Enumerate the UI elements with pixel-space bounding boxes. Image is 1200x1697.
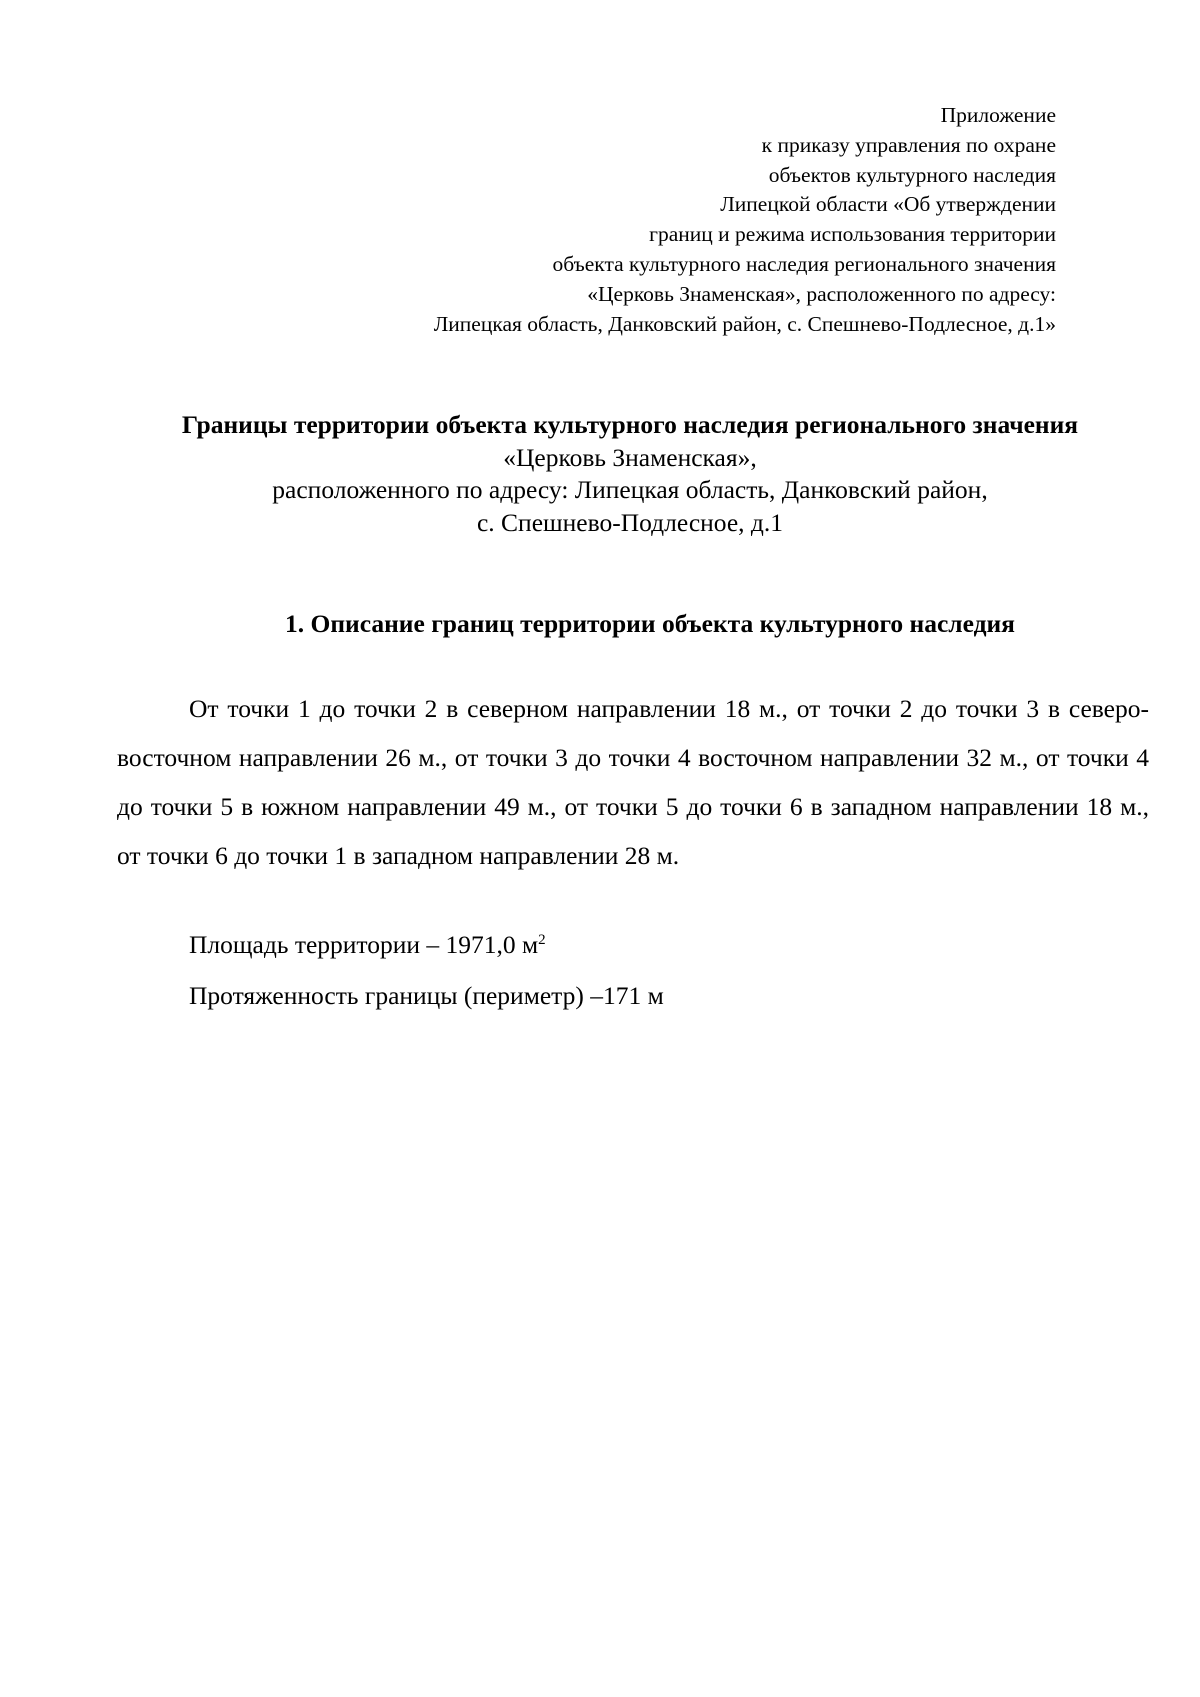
annex-line: объектов культурного наследия [768,162,1056,187]
perimeter-line: Протяженность границы (периметр) –171 м [189,981,664,1010]
area-text: Площадь территории – 1971,0 м [189,930,539,959]
annex-line: границ и режима использования территории [649,222,1056,247]
area-line [189,919,664,970]
annex-line: Приложение [940,103,1056,127]
annex-line: Липецкой области «Об утверждении [720,192,1056,217]
annex-line: Липецкая область, Данковский район, с. Спешнево-Подлесное, д.1» [433,311,1056,336]
document-title [0,409,1200,539]
area-unit-superscript: 2 [538,932,546,948]
section-heading: 1. Описание границ территории объекта культурного наследия [285,609,1015,638]
title-line-locality: с. Спешнево-Подлесное, д.1 [476,507,784,537]
annex-line: объекта культурного наследия регионального значения [552,251,1056,276]
annex-line: к приказу управления по охране [761,132,1056,157]
annex-line: «Церковь Знаменская», расположенного по адресу: [587,281,1056,306]
boundary-description: От точки 1 до точки 2 в северном направлении 18 м., от точки 2 до точки 3 в северо- восточном направлении 26 м., от точки 3 до точки 4 восточном направлении 32 м., от точки 4 до точки 5 в южном направлении 49 м., от точки 5 до точки 6 в западном направлении 18 м., от точки 6 до точки 1 в западном направлении 28 м. [117,694,1149,870]
territory-facts [189,919,664,1021]
title-line-main: Границы территории объекта культурного наследия регионального значения [181,410,1079,439]
title-line-address: расположенного по адресу: Липецкая область, Данковский район, [272,475,988,504]
annex-header [434,101,1056,339]
title-line-object: «Церковь Знаменская», [503,442,757,472]
